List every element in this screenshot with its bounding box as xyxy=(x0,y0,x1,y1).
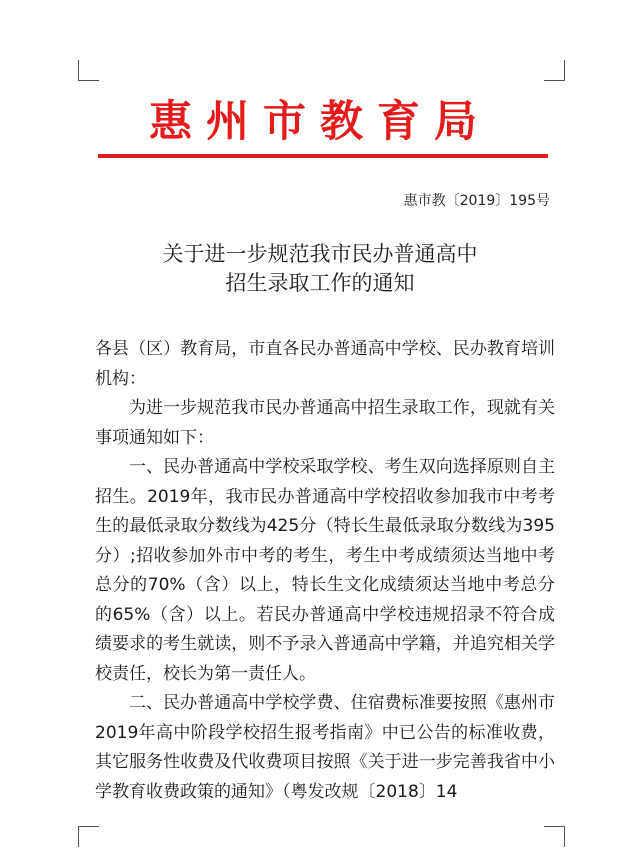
crop-mark-top-left xyxy=(78,60,99,81)
crop-mark-bottom-left xyxy=(78,826,99,847)
document-title-line2: 招生录取工作的通知 xyxy=(225,271,415,295)
crop-mark-bottom-right xyxy=(544,826,565,847)
letterhead-red-rule xyxy=(98,154,548,158)
letterhead-title: 惠州市教育局 xyxy=(149,97,491,147)
intro-paragraph: 为进一步规范我市民办普通高中招生录取工作，现就有关事项通知如下： xyxy=(95,398,555,448)
crop-mark-top-right xyxy=(544,60,565,81)
recipients-paragraph: 各县（区）教育局，市直各民办普通高中学校、民办教育培训机构： xyxy=(95,339,555,389)
item-2-paragraph: 二、民办普通高中学校学费、住宿费标准要按照《惠州市2019年高中阶段学校招生报考指南》中已公告的标准收费，其它服务性收费及代收费项目按照《关于进一步完善我省中小学教育收费政策的通知》（粤发改规〔2018〕14 xyxy=(95,693,555,802)
document-title-line1: 关于进一步规范我市民办普通高中 xyxy=(162,242,478,266)
document-body xyxy=(95,335,555,807)
document-number: 惠市教〔2019〕195号 xyxy=(403,193,550,209)
item-1-paragraph: 一、民办普通高中学校采取学校、考生双向选择原则自主招生。2019年，我市民办普通高中学校招收参加我市中考考生的最低录取分数线为425分（特长生最低录取分数线为395分）;招收参加外市中考的考生，考生中考成绩须达当地中考总分的70%（含）以上，特长生文化成绩须达当地中考总分的65%（含）以上。若民办普通高中学校违规招录不符合成绩要求的考生就读，则不予录入普通高中学籍，并追究相关学校责任，校长为第一责任人。 xyxy=(95,457,555,684)
document-title xyxy=(0,240,640,298)
